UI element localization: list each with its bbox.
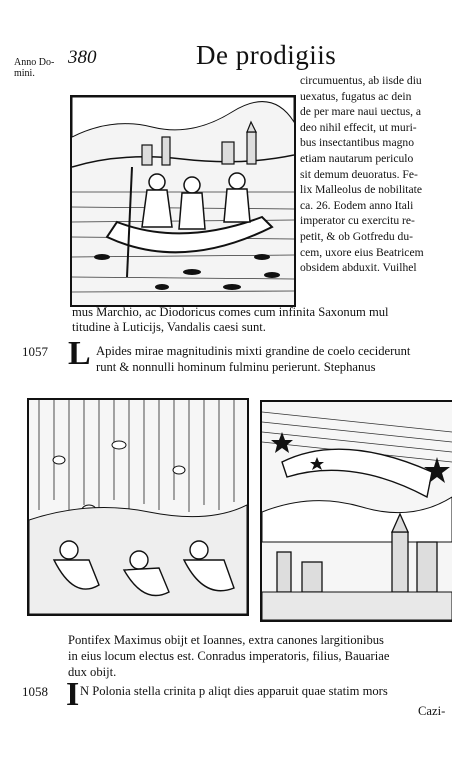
entry-1057-line-1: Apides mirae magnitudinis mixti grandine de coelo ceciderunt <box>96 344 411 358</box>
drop-cap-i: I <box>66 676 80 713</box>
margin-note-line-1: Anno Do- <box>14 57 55 68</box>
column-line-1: circumuentus, ab iisde diu <box>300 74 422 87</box>
year-1058: 1058 <box>22 684 48 699</box>
woodcut-boat-rats <box>70 95 296 307</box>
after-images-line-3: dux obijt. <box>68 665 117 679</box>
woodcut-hailstorm <box>27 398 249 616</box>
column-line-11: petit, & ob Gotfredu du- <box>300 229 414 243</box>
column-line-8: lix Malleolus de nobilitate <box>300 183 423 197</box>
after-images-line-2: in eius locum electus est. Conradus imperatoris, filius, Bauariae <box>68 649 390 663</box>
column-line-3: de per mare naui uectus, a <box>300 105 422 119</box>
margin-note-anno-domini <box>14 57 54 79</box>
margin-note-line-2: mini. <box>14 68 35 79</box>
column-line-13: obsidem abduxit. Vuilhel <box>300 261 417 275</box>
drop-cap-l: L <box>68 335 91 372</box>
full-width-line-2: titudine à Luticijs, Vandalis caesi sunt. <box>72 320 266 334</box>
page-number: 380 <box>68 47 97 68</box>
woodcut-comet <box>260 400 452 622</box>
after-images-line-1: Pontifex Maximus obijt et Ioannes, extra canones largitionibus <box>68 633 384 647</box>
column-line-9: ca. 26. Eodem anno Itali <box>300 198 414 212</box>
column-line-2: uexatus, fugatus ac dein <box>300 89 412 103</box>
year-1057: 1057 <box>22 344 48 359</box>
entry-1058-line-1: N Polonia stella crinita p aliqt dies apparuit quae statim mors <box>80 684 388 698</box>
column-line-7: sit demum deuoratus. Fe- <box>300 167 418 181</box>
full-width-line-1: mus Marchio, ac Diodoricus comes cum infinita Saxonum mul <box>72 305 389 319</box>
column-line-5: bus insectantibus magno <box>300 136 414 150</box>
column-line-6: etiam nautarum periculo <box>300 151 414 165</box>
running-head: De prodigiis <box>196 40 337 70</box>
column-line-4: deo nihil effecit, ut muri- <box>300 120 417 134</box>
column-line-12: cem, uxore eius Beatricem <box>300 245 424 259</box>
woodcut-boat-rats-drawing <box>72 97 294 305</box>
entry-1057-line-2: runt & nonnulli hominum fulminu perierunt. Stephanus <box>96 360 376 374</box>
woodcut-comet-drawing <box>262 402 452 620</box>
right-column-text <box>300 73 424 276</box>
column-line-10: imperator cu exercitu re- <box>300 214 415 228</box>
catchword: Cazi- <box>418 704 446 718</box>
woodcut-hailstorm-drawing <box>29 400 247 614</box>
